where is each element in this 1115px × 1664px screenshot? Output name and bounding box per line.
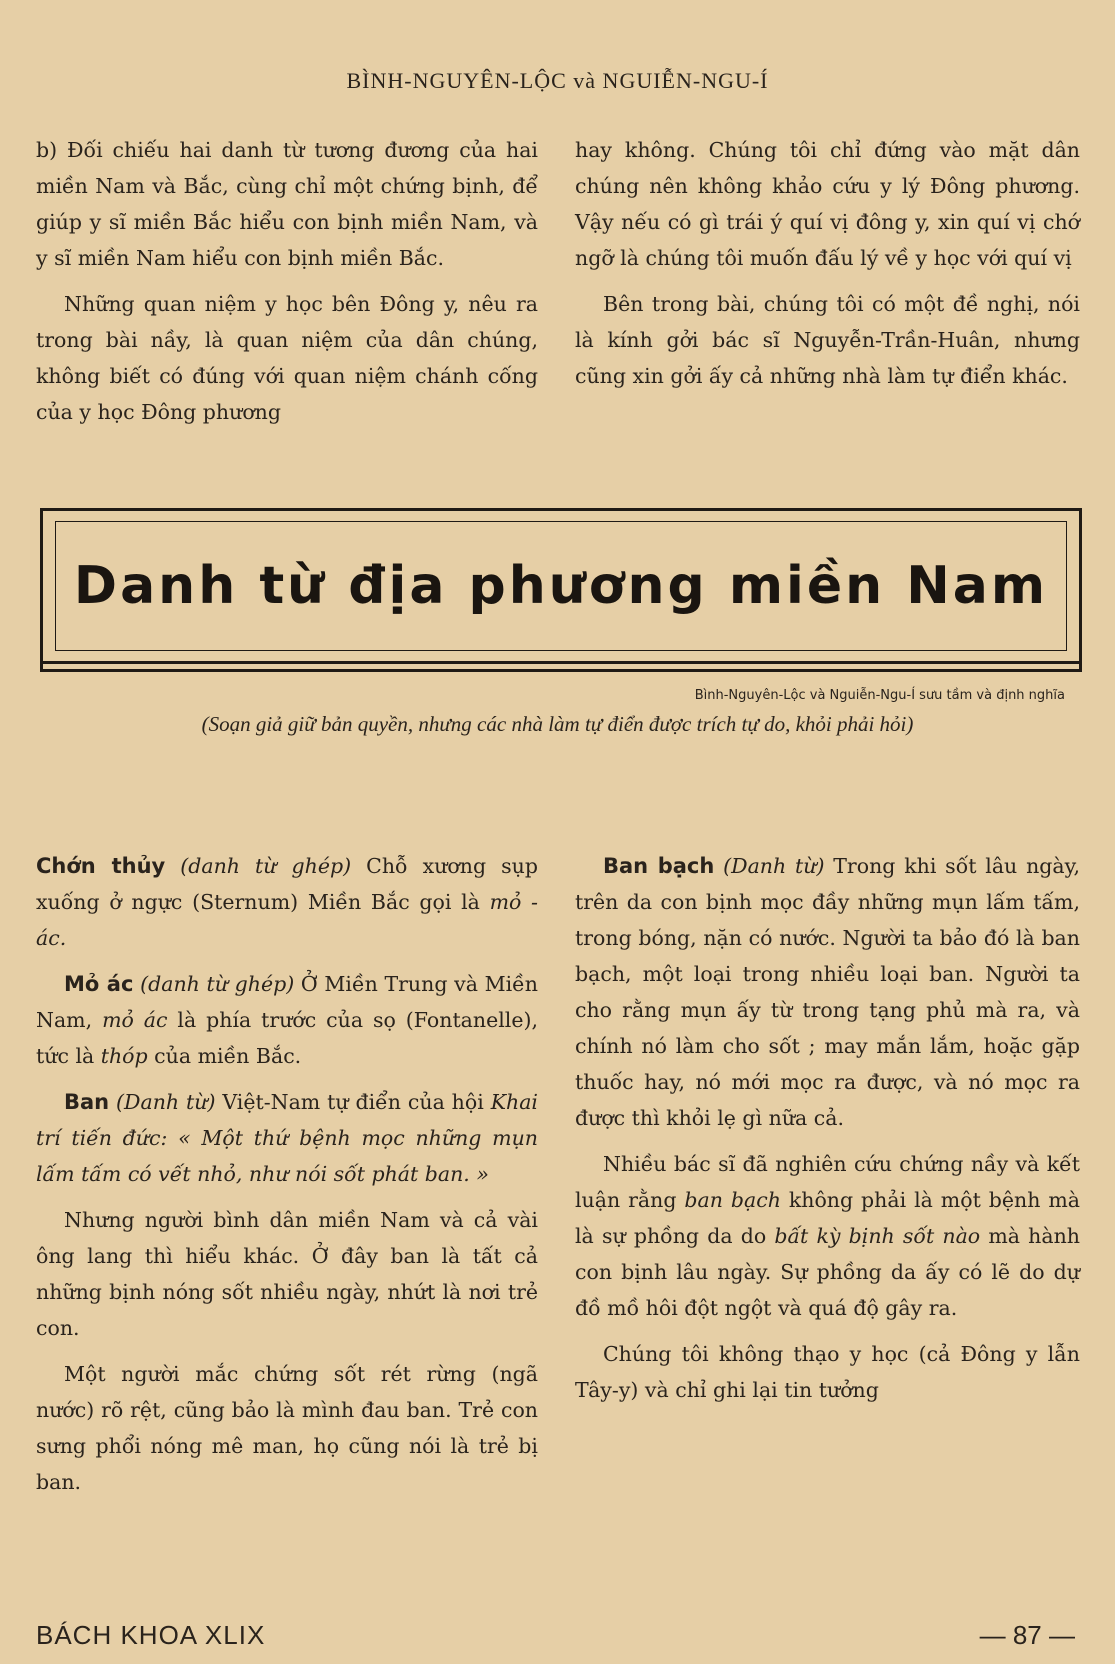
entry-term: Ban bbox=[64, 1090, 110, 1114]
magazine-name: BÁCH KHOA XLIX bbox=[36, 1620, 266, 1650]
emphasis: ban bạch bbox=[684, 1188, 781, 1212]
paragraph-text: Nhiều bác sĩ đã nghiên cứu chứng nầy và kết luận rằng bbox=[575, 1152, 1080, 1212]
entry-text: của miền Bắc. bbox=[147, 1044, 302, 1068]
entry-ban-bach bbox=[575, 848, 1080, 1136]
author-credit: Bình-Nguyên-Lộc và Nguiễn-Ngu-Í sưu tầm và định nghĩa bbox=[694, 688, 1065, 703]
running-head: BÌNH-NGUYÊN-LỘC và NGUIỄN-NGU-Í bbox=[346, 68, 769, 93]
paragraph-text: không phải là một bệnh mà là sự phồng da do bbox=[575, 1188, 1080, 1248]
entry-term: Mỏ ác bbox=[64, 972, 134, 996]
part-of-speech: (Danh từ) bbox=[116, 1090, 216, 1114]
entry-text: Trong khi sốt lâu ngày, trên da con bịnh mọc đầy những mụn lấm tấm, trong bóng, nặn có nước. Người ta bảo đó là ban bạch, một loại trong nhiều loại ban. Người ta cho rằng mụn ấy từ trong tạng phủ mà ra, và chính nó làm cho sốt ; may mắn lắm, hoặc gặp thuốc hay, nó mới mọc ra được, và nó mọc ra được thì khỏi lẹ gì nữa cả. bbox=[575, 854, 1080, 1130]
paragraph-text: mà hành con bịnh lâu ngày. Sự phồng da ấy có lẽ do dự đồ mồ hôi đột ngột và quá độ gây ra. bbox=[575, 1224, 1080, 1320]
banner-frame bbox=[55, 521, 1067, 651]
entry-ban bbox=[36, 1084, 538, 1192]
section-title-banner bbox=[40, 508, 1082, 664]
entry-text: Ở Miền Trung và Miền Nam, bbox=[36, 972, 538, 1032]
entry-alt-term: thóp bbox=[100, 1044, 148, 1068]
entry-text: Việt-Nam tự điển của hội bbox=[215, 1090, 491, 1114]
section-title: Danh từ địa phương miền Nam bbox=[73, 556, 1049, 616]
quotation: : « Một thứ bệnh mọc những mụn lấm tấm có vết nhỏ, như nói sốt phát ban. » bbox=[36, 1126, 538, 1186]
part-of-speech: (danh từ ghép) bbox=[180, 854, 352, 878]
paragraph bbox=[575, 1146, 1080, 1326]
source-name: Khai trí tiến đức bbox=[36, 1090, 538, 1150]
entry-text: là phía trước của sọ (Fontanelle), tức là bbox=[36, 1008, 538, 1068]
copyright-note: (Soạn giả giữ bản quyền, nhưng các nhà làm tự điển được trích tự do, khỏi phải hỏi) bbox=[201, 712, 914, 736]
part-of-speech: (Danh từ) bbox=[723, 854, 825, 878]
entry-mo-ac bbox=[36, 966, 538, 1074]
paragraph: Nhưng người bình dân miền Nam và cả vài ông lang thì hiểu khác. Ở đây ban là tất cả những bịnh nóng sốt nhiều ngày, nhứt là nơi trẻ con. bbox=[36, 1208, 538, 1340]
top-left-column bbox=[36, 132, 538, 440]
bottom-left-column bbox=[36, 848, 538, 1510]
entry-text: Chỗ xương sụp xuống ở ngực (Sternum) Miền Bắc gọi là bbox=[36, 854, 538, 914]
entry-term: Chớn thủy bbox=[36, 854, 166, 878]
entry-term: Ban bạch bbox=[603, 854, 715, 878]
paragraph: Một người mắc chứng sốt rét rừng (ngã nước) rõ rệt, cũng bảo là mình đau ban. Trẻ con sưng phổi nóng mê man, họ cũng nói là trẻ bị ban. bbox=[36, 1362, 538, 1494]
emphasis: bất kỳ bịnh sốt nào bbox=[774, 1224, 981, 1248]
paragraph: hay không. Chúng tôi chỉ đứng vào mặt dân chúng nên không khảo cứu y lý Đông phương. Vậy nếu có gì trái ý quí vị đông y, xin quí vị chớ ngỡ là chúng tôi muốn đấu lý về y học với quí vị bbox=[575, 138, 1080, 270]
paragraph: Những quan niệm y học bên Đông y, nêu ra trong bài nầy, là quan niệm của dân chúng, không biết có đúng với quan niệm chánh cống của y học Đông phương bbox=[36, 292, 538, 424]
page-number: — 87 — bbox=[979, 1620, 1075, 1650]
bottom-right-column bbox=[575, 848, 1080, 1418]
entry-alt-term: mỏ ác bbox=[102, 1008, 168, 1032]
paragraph: Bên trong bài, chúng tôi có một đề nghị, nói là kính gởi bác sĩ Nguyễn-Trần-Huân, nhưng cũng xin gởi ấy cả những nhà làm tự điển khác. bbox=[575, 292, 1080, 388]
entry-alt-term: mỏ - ác. bbox=[36, 890, 538, 950]
paragraph: Chúng tôi không thạo y học (cả Đông y lẫn Tây-y) và chỉ ghi lại tin tưởng bbox=[575, 1342, 1080, 1402]
part-of-speech: (danh từ ghép) bbox=[140, 972, 295, 996]
entry-chon-thuy bbox=[36, 848, 538, 956]
paragraph: b) Đối chiếu hai danh từ tương đương của hai miền Nam và Bắc, cùng chỉ một chứng bịnh, để giúp y sĩ miền Bắc hiểu con bịnh miền Nam, và y sĩ miền Nam hiểu con bịnh miền Bắc. bbox=[36, 138, 538, 270]
top-right-column bbox=[575, 132, 1080, 404]
